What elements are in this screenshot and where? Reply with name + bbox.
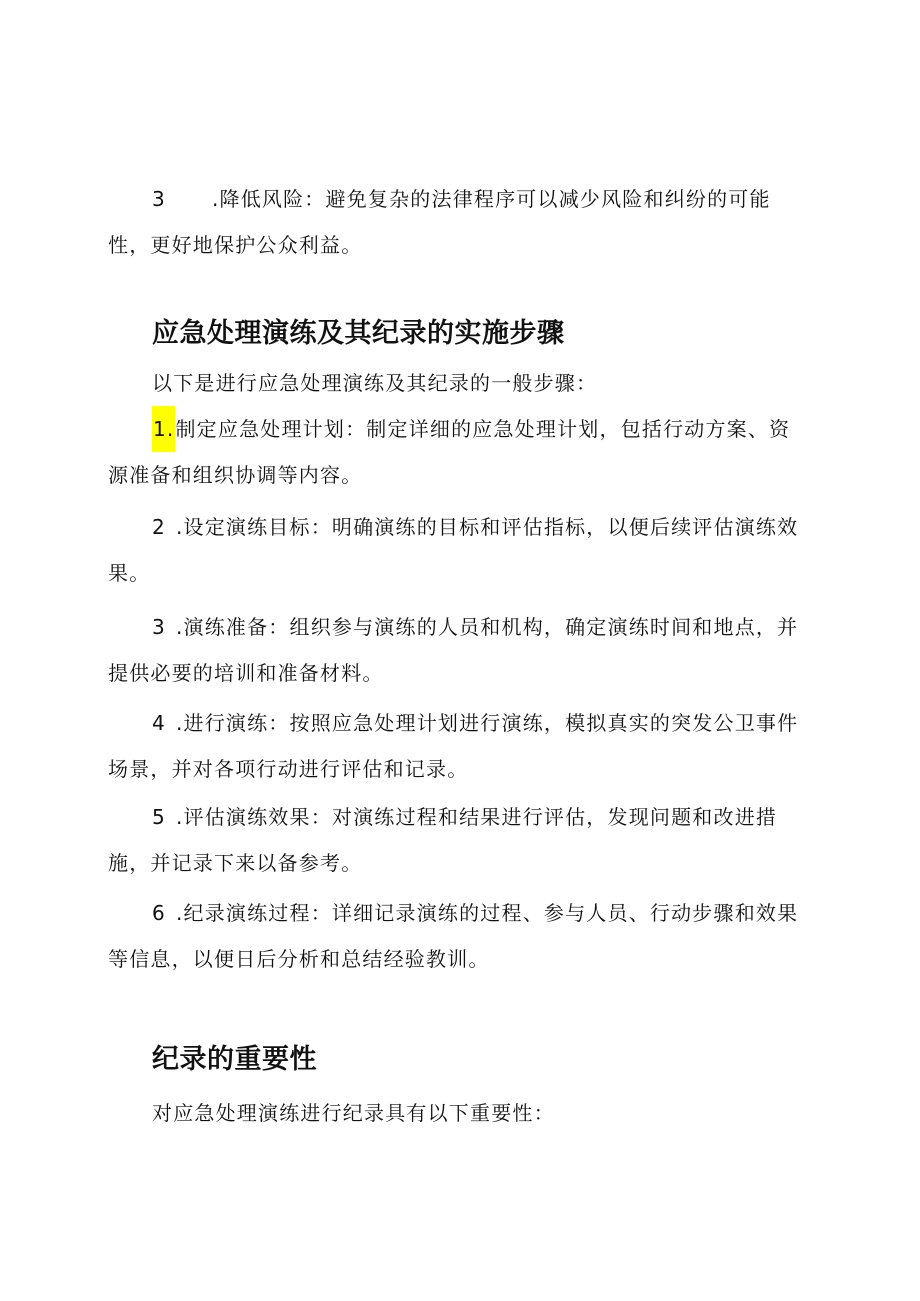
list-item-text: .设定演练目标：明确演练的目标和评估指标，以便后续评估演练效果。 xyxy=(108,515,799,585)
list-item xyxy=(108,604,808,696)
list-item xyxy=(108,794,808,886)
list-item-text: .降低风险：避免复杂的法律程序可以减少风险和纠纷的可能性，更好地保护公众利益。 xyxy=(108,187,771,257)
section-heading: 应急处理演练及其纪录的实施步骤 xyxy=(152,318,565,349)
list-item-text: .纪录演练过程：详细记录演练的过程、参与人员、行动步骤和效果等信息，以便日后分析和总结经验教训。 xyxy=(108,901,799,971)
list-item-number: 3 xyxy=(152,187,166,211)
list-item-text: 制定应急处理计划：制定详细的应急处理计划，包括行动方案、资源准备和组织协调等内容。 xyxy=(108,417,791,487)
list-item-number: 2 xyxy=(152,515,166,539)
list-item xyxy=(108,504,808,596)
list-item-text: .进行演练：按照应急处理计划进行演练，模拟真实的突发公卫事件场景，并对各项行动进行评估和记录。 xyxy=(108,711,799,781)
list-item xyxy=(108,700,808,792)
section-heading: 纪录的重要性 xyxy=(152,1044,317,1075)
list-item-number: 6 xyxy=(152,901,166,925)
list-item-number: 4 xyxy=(152,711,166,735)
list-item-number: 1. xyxy=(152,406,175,452)
list-item xyxy=(108,890,808,982)
list-item xyxy=(108,406,808,498)
list-item-text: .演练准备：组织参与演练的人员和机构，确定演练时间和地点，并提供必要的培训和准备材料。 xyxy=(108,615,799,685)
list-item-number: 5 xyxy=(152,805,166,829)
section-intro: 以下是进行应急处理演练及其纪录的一般步骤： xyxy=(152,371,598,395)
list-item xyxy=(108,176,808,268)
list-item-text: .评估演练效果：对演练过程和结果进行评估，发现问题和改进措施，并记录下来以备参考。 xyxy=(108,805,778,875)
list-item-number: 3 xyxy=(152,615,166,639)
section-intro: 对应急处理演练进行纪录具有以下重要性： xyxy=(152,1101,555,1125)
